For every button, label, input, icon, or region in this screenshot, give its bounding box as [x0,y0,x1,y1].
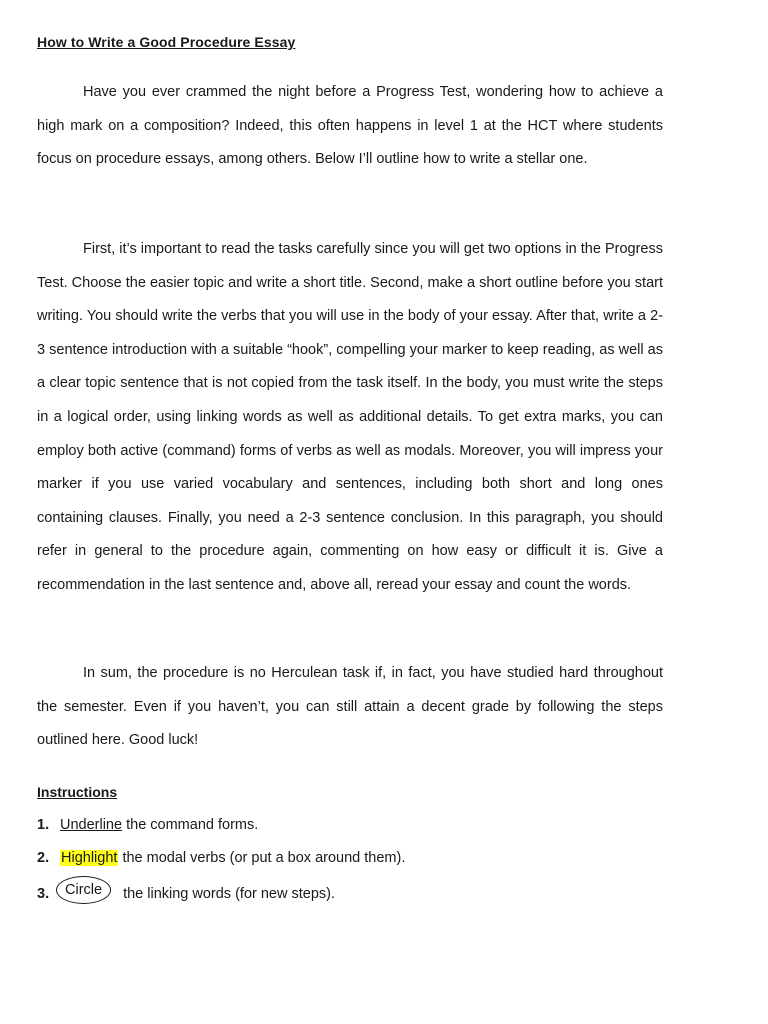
instruction-item-underline [37,817,258,833]
underline-keyword: Underline [60,817,123,833]
essay-title: How to Write a Good Procedure Essay [37,34,296,50]
body-paragraph: First, it’s important to read the tasks carefully since you will get two options in the Progress Test. Choose the easier topic and write a short title. Second, make a short outline before you start writing. You should write the verbs that you will use in the body of your essay. After that, write a 2-3 sentence introduction with a suitable “hook”, compelling your marker to keep reading, as well as a clear topic sentence that is not copied from the task itself. In the body, you must write the steps in a logical order, using linking words as well as additional details. To get extra marks, you can employ both active (command) forms of verbs as well as modals. Moreover, you will impress your marker if you use varied vocabulary and sentences, including both short and long ones containing clauses. Finally, you need a 2-3 sentence conclusion. In this paragraph, you should refer in general to the procedure again, commenting on how easy or difficult it is. Give a recommendation in the last sentence and, above all, reread your essay and count the words. [37,241,663,593]
conclusion-paragraph: In sum, the procedure is no Herculean task if, in fact, you have studied hard throughout the semester. Even if you haven’t, you can still attain a decent grade by following the steps outlined here. Good luck! [37,665,663,749]
instructions-heading: Instructions [37,784,118,800]
instruction-text: the linking words (for new steps). [123,885,336,902]
instruction-item-highlight [37,850,405,866]
instruction-number: 2. [37,850,50,866]
intro-paragraph: Have you ever crammed the night before a Progress Test, wondering how to achieve a high mark on a composition? Indeed, this often happens in level 1 at the HCT where students focus on procedure essays, among others. Below I’ll outline how to write a stellar one. [37,84,663,168]
instruction-text: the command forms. [122,817,259,833]
instruction-number: 3. [37,885,50,902]
highlight-keyword: Highlight [61,850,118,866]
instruction-number: 1. [37,817,50,833]
circle-keyword: Circle [56,876,111,904]
instruction-item-circle [37,884,335,904]
instruction-text: the modal verbs (or put a box around them). [118,850,406,866]
